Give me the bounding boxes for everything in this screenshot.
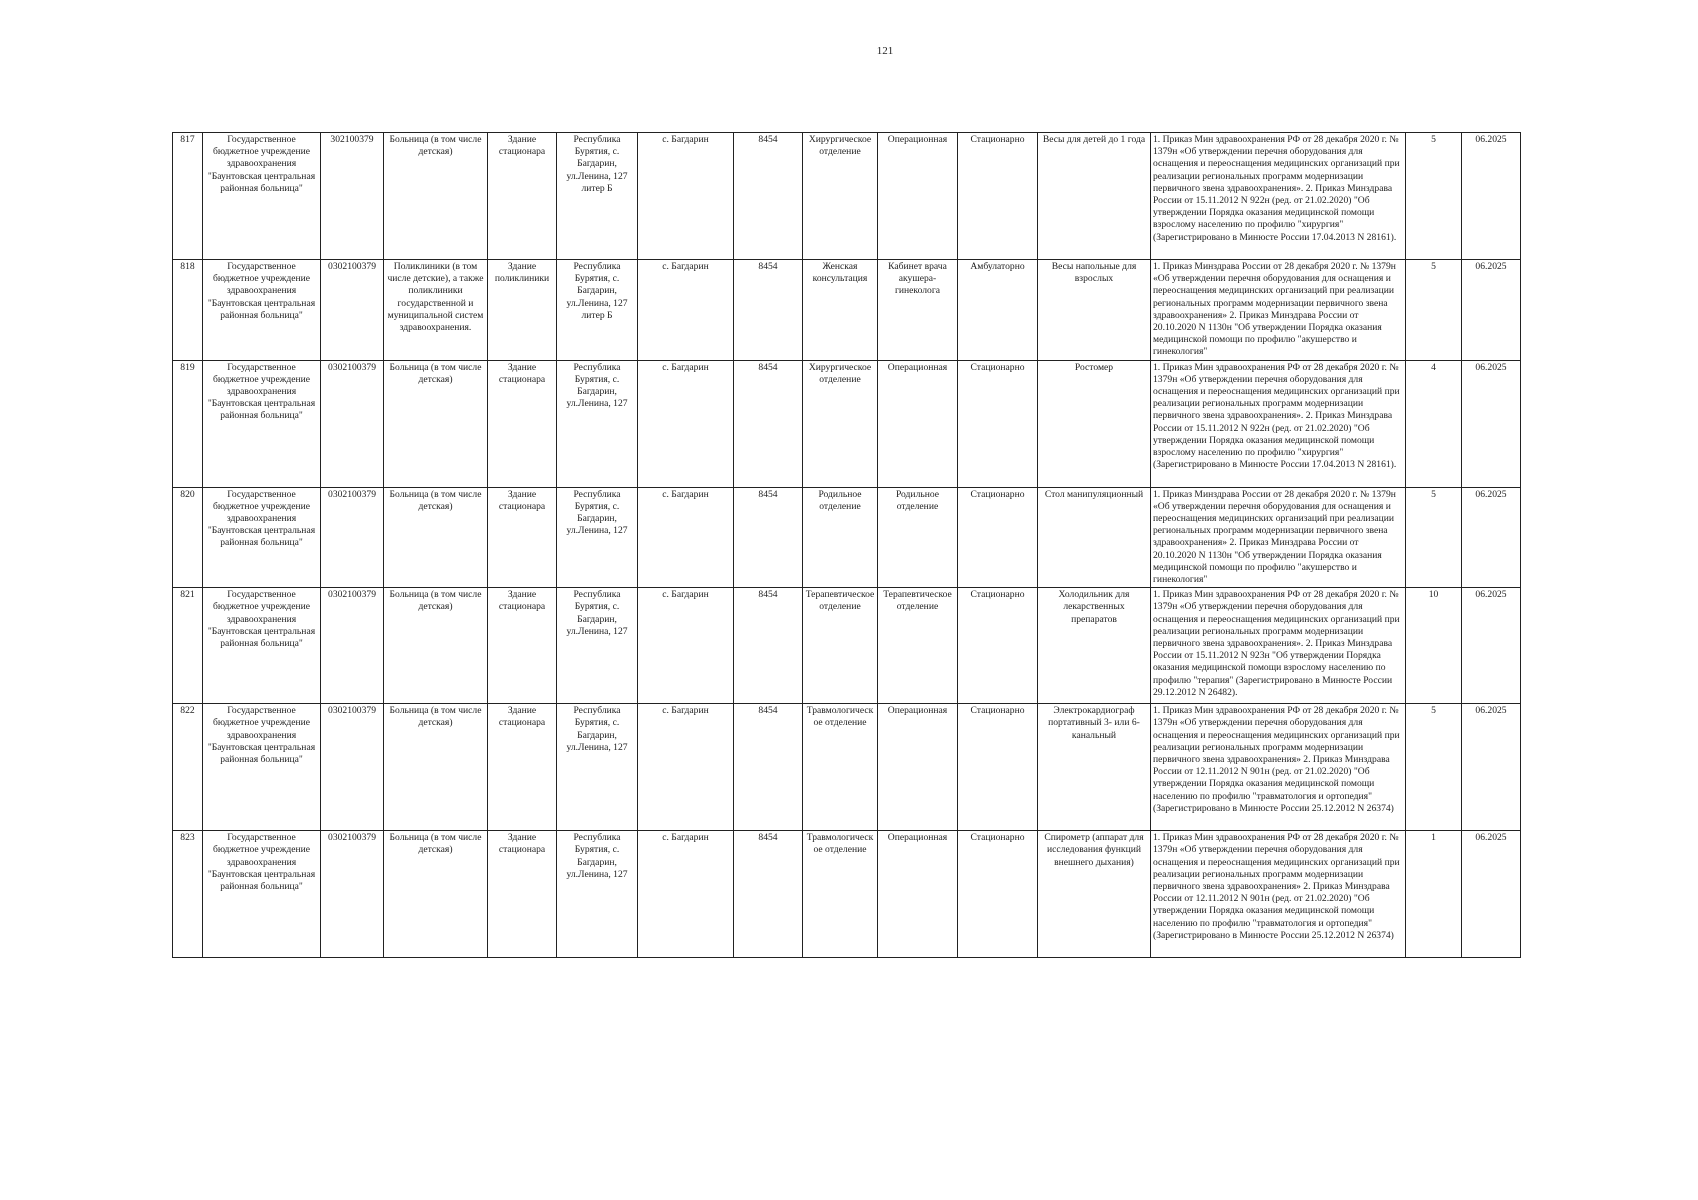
address-cell: Республика Бурятия, с. Багдарин, ул.Ленина, 127 литер Б: [557, 133, 638, 260]
building-cell: Здание стационара: [488, 831, 557, 958]
conditions-cell: Стационарно: [958, 704, 1038, 831]
table-row: [173, 487, 1521, 588]
conditions-cell: Стационарно: [958, 487, 1038, 588]
facility-type-cell: Больница (в том числе детская): [384, 133, 488, 260]
table-row: [173, 260, 1521, 361]
conditions-cell: Стационарно: [958, 588, 1038, 704]
equipment-cell: Холодильник для лекарственных препаратов: [1038, 588, 1151, 704]
equipment-cell: Весы напольные для взрослых: [1038, 260, 1151, 361]
conditions-cell: Амбулаторно: [958, 260, 1038, 361]
quantity-cell: 4: [1406, 360, 1462, 487]
settlement-cell: с. Багдарин: [638, 487, 734, 588]
address-cell: Республика Бурятия, с. Багдарин, ул.Ленина, 127: [557, 831, 638, 958]
row-number: 819: [173, 360, 203, 487]
facility-type-cell: Больница (в том числе детская): [384, 360, 488, 487]
department-cell: Хирургическое отделение: [803, 133, 878, 260]
department-cell: Терапевтическое отделение: [803, 588, 878, 704]
facility-type-cell: Больница (в том числе детская): [384, 704, 488, 831]
building-cell: Здание стационара: [488, 360, 557, 487]
department-cell: Женская консультация: [803, 260, 878, 361]
equipment-cell: Спирометр (аппарат для исследования функций внешнего дыхания): [1038, 831, 1151, 958]
legal-basis-cell: 1. Приказ Минздрава России от 28 декабря 2020 г. № 1379н «Об утверждении перечня оборудования для оснащения и переоснащения медицинских организаций при реализации региональных программ модернизации первичного звена здравоохранения» 2. Приказ Минздрава России от 20.10.2020 N 1130н "Об утверждении Порядка оказания медицинской помощи по профилю "акушерство и гинекология": [1151, 487, 1406, 588]
quantity-cell: 5: [1406, 487, 1462, 588]
equipment-cell: Ростомер: [1038, 360, 1151, 487]
room-cell: Операционная: [878, 831, 958, 958]
equipment-table: [172, 132, 1521, 958]
settlement-cell: с. Багдарин: [638, 588, 734, 704]
table-row: [173, 360, 1521, 487]
row-number: 823: [173, 831, 203, 958]
code-cell: 0302100379: [321, 487, 384, 588]
quantity-cell: 1: [1406, 831, 1462, 958]
quantity-cell: 5: [1406, 704, 1462, 831]
building-cell: Здание стационара: [488, 133, 557, 260]
code-cell: 0302100379: [321, 831, 384, 958]
date-cell: 06.2025: [1462, 360, 1521, 487]
building-cell: Здание стационара: [488, 487, 557, 588]
population-cell: 8454: [734, 831, 803, 958]
row-number: 818: [173, 260, 203, 361]
settlement-cell: с. Багдарин: [638, 260, 734, 361]
population-cell: 8454: [734, 704, 803, 831]
room-cell: Кабинет врача акушера-гинеколога: [878, 260, 958, 361]
code-cell: 0302100379: [321, 588, 384, 704]
row-number: 817: [173, 133, 203, 260]
population-cell: 8454: [734, 588, 803, 704]
department-cell: Травмологическое отделение: [803, 831, 878, 958]
row-number: 820: [173, 487, 203, 588]
legal-basis-cell: 1. Приказ Мин здравоохранения РФ от 28 декабря 2020 г. № 1379н «Об утверждении перечня оборудования для оснащения и переоснащения медицинских организаций при реализации региональных программ модернизации первичного звена здравоохранения». 2. Приказ Минздрава России от 15.11.2012 N 922н (ред. от 21.02.2020) "Об утверждении Порядка оказания медицинской помощи взрослому населению по профилю "хирургия" (Зарегистрировано в Минюсте России 17.04.2013 N 28161).: [1151, 133, 1406, 260]
address-cell: Республика Бурятия, с. Багдарин, ул.Ленина, 127: [557, 704, 638, 831]
population-cell: 8454: [734, 360, 803, 487]
code-cell: 0302100379: [321, 704, 384, 831]
settlement-cell: с. Багдарин: [638, 704, 734, 831]
code-cell: 0302100379: [321, 360, 384, 487]
organization-cell: Государственное бюджетное учреждение здравоохранения "Баунтовская центральная районная больница": [203, 588, 321, 704]
date-cell: 06.2025: [1462, 487, 1521, 588]
code-cell: 0302100379: [321, 260, 384, 361]
room-cell: Операционная: [878, 704, 958, 831]
population-cell: 8454: [734, 487, 803, 588]
address-cell: Республика Бурятия, с. Багдарин, ул.Ленина, 127 литер Б: [557, 260, 638, 361]
building-cell: Здание стационара: [488, 588, 557, 704]
facility-type-cell: Больница (в том числе детская): [384, 588, 488, 704]
row-number: 822: [173, 704, 203, 831]
conditions-cell: Стационарно: [958, 133, 1038, 260]
building-cell: Здание поликлиники: [488, 260, 557, 361]
population-cell: 8454: [734, 133, 803, 260]
date-cell: 06.2025: [1462, 588, 1521, 704]
table-row: [173, 704, 1521, 831]
address-cell: Республика Бурятия, с. Багдарин, ул.Ленина, 127: [557, 487, 638, 588]
facility-type-cell: Больница (в том числе детская): [384, 487, 488, 588]
organization-cell: Государственное бюджетное учреждение здравоохранения "Баунтовская центральная районная больница": [203, 487, 321, 588]
table-row: [173, 831, 1521, 958]
department-cell: Хирургическое отделение: [803, 360, 878, 487]
row-number: 821: [173, 588, 203, 704]
department-cell: Травмологическое отделение: [803, 704, 878, 831]
code-cell: 302100379: [321, 133, 384, 260]
organization-cell: Государственное бюджетное учреждение здравоохранения "Баунтовская центральная районная больница": [203, 360, 321, 487]
quantity-cell: 10: [1406, 588, 1462, 704]
page-number: 121: [876, 45, 894, 57]
conditions-cell: Стационарно: [958, 360, 1038, 487]
equipment-cell: Весы для детей до 1 года: [1038, 133, 1151, 260]
quantity-cell: 5: [1406, 133, 1462, 260]
organization-cell: Государственное бюджетное учреждение здравоохранения "Баунтовская центральная районная больница": [203, 831, 321, 958]
address-cell: Республика Бурятия, с. Багдарин, ул.Ленина, 127: [557, 588, 638, 704]
address-cell: Республика Бурятия, с. Багдарин, ул.Ленина, 127: [557, 360, 638, 487]
room-cell: Операционная: [878, 360, 958, 487]
table-row: [173, 133, 1521, 260]
legal-basis-cell: 1. Приказ Мин здравоохранения РФ от 28 декабря 2020 г. № 1379н «Об утверждении перечня оборудования для оснащения и переоснащения медицинских организаций при реализации региональных программ модернизации первичного звена здравоохранения» 2. Приказ Минздрава России от 12.11.2012 N 901н (ред. от 21.02.2020) "Об утверждении Порядка оказания медицинской помощи населению по профилю "травматология и ортопедия" (Зарегистрировано в Минюсте России 25.12.2012 N 26374): [1151, 831, 1406, 958]
date-cell: 06.2025: [1462, 704, 1521, 831]
facility-type-cell: Больница (в том числе детская): [384, 831, 488, 958]
settlement-cell: с. Багдарин: [638, 133, 734, 260]
legal-basis-cell: 1. Приказ Минздрава России от 28 декабря 2020 г. № 1379н «Об утверждении перечня оборудования для оснащения и переоснащения медицинских организаций при реализации региональных программ модернизации первичного звена здравоохранения» 2. Приказ Минздрава России от 20.10.2020 N 1130н "Об утверждении Порядка оказания медицинской помощи по профилю "акушерство и гинекология": [1151, 260, 1406, 361]
date-cell: 06.2025: [1462, 831, 1521, 958]
legal-basis-cell: 1. Приказ Мин здравоохранения РФ от 28 декабря 2020 г. № 1379н «Об утверждении перечня оборудования для оснащения и переоснащения медицинских организаций при реализации региональных программ модернизации первичного звена здравоохранения». 2. Приказ Минздрава России от 15.11.2012 N 922н (ред. от 21.02.2020) "Об утверждении Порядка оказания медицинской помощи взрослому населению по профилю "хирургия" (Зарегистрировано в Минюсте России 17.04.2013 N 28161).: [1151, 360, 1406, 487]
organization-cell: Государственное бюджетное учреждение здравоохранения "Баунтовская центральная районная больница": [203, 133, 321, 260]
legal-basis-cell: 1. Приказ Мин здравоохранения РФ от 28 декабря 2020 г. № 1379н «Об утверждении перечня оборудования для оснащения и переоснащения медицинских организаций при реализации региональных программ модернизации первичного звена здравоохранения» 2. Приказ Минздрава России от 12.11.2012 N 901н (ред. от 21.02.2020) "Об утверждении Порядка оказания медицинской помощи населению по профилю "травматология и ортопедия" (Зарегистрировано в Минюсте России 25.12.2012 N 26374): [1151, 704, 1406, 831]
facility-type-cell: Поликлиники (в том числе детские), а также поликлиники государственной и муниципальной систем здравоохранения.: [384, 260, 488, 361]
equipment-cell: Электрокардиограф портативный 3- или 6-канальный: [1038, 704, 1151, 831]
organization-cell: Государственное бюджетное учреждение здравоохранения "Баунтовская центральная районная больница": [203, 704, 321, 831]
room-cell: Операционная: [878, 133, 958, 260]
population-cell: 8454: [734, 260, 803, 361]
settlement-cell: с. Багдарин: [638, 831, 734, 958]
organization-cell: Государственное бюджетное учреждение здравоохранения "Баунтовская центральная районная больница": [203, 260, 321, 361]
date-cell: 06.2025: [1462, 260, 1521, 361]
equipment-cell: Стол манипуляционный: [1038, 487, 1151, 588]
date-cell: 06.2025: [1462, 133, 1521, 260]
room-cell: Терапевтическое отделение: [878, 588, 958, 704]
legal-basis-cell: 1. Приказ Мин здравоохранения РФ от 28 декабря 2020 г. № 1379н «Об утверждении перечня оборудования для оснащения и переоснащения медицинских организаций при реализации региональных программ модернизации первичного звена здравоохранения». 2. Приказ Минздрава России от 15.11.2012 N 923н "Об утверждении Порядка оказания медицинской помощи взрослому населению по профилю "терапия" (Зарегистрировано в Минюсте России 29.12.2012 N 26482).: [1151, 588, 1406, 704]
settlement-cell: с. Багдарин: [638, 360, 734, 487]
room-cell: Родильное отделение: [878, 487, 958, 588]
table-row: [173, 588, 1521, 704]
conditions-cell: Стационарно: [958, 831, 1038, 958]
building-cell: Здание стационара: [488, 704, 557, 831]
quantity-cell: 5: [1406, 260, 1462, 361]
department-cell: Родильное отделение: [803, 487, 878, 588]
